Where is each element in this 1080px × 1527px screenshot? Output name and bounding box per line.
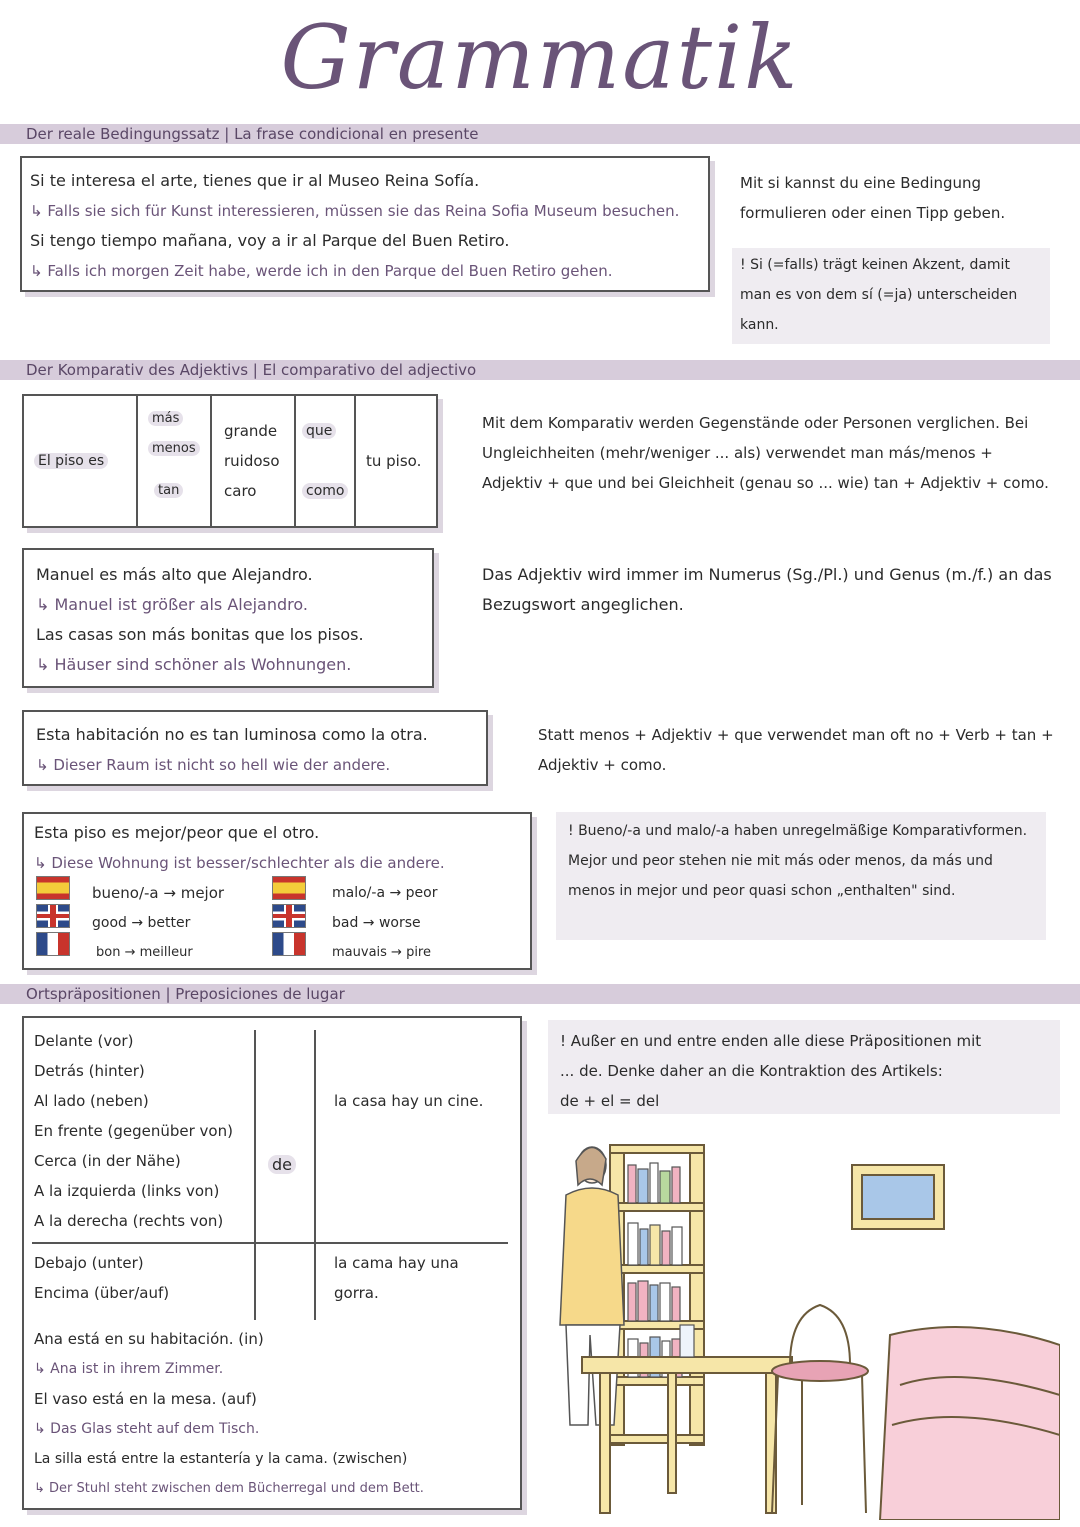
spain-flag-icon [272,876,306,900]
preposition-item: Al lado (neben) [34,1092,149,1110]
preposition-result: la casa hay un cine. [334,1092,484,1110]
comparative-table [22,394,438,528]
preposition-result: gorra. [334,1284,379,1302]
translation-line: ↳ Falls ich morgen Zeit habe, werde ich in den Parque del Buen Retiro gehen. [30,262,613,280]
section-heading-comparative: Der Komparativ des Adjektivs | El comparativo del adjectivo [0,360,1080,380]
translation-line: ↳ Der Stuhl steht zwischen dem Bücherregal und dem Bett. [34,1481,424,1496]
preposition-item: A la izquierda (links von) [34,1182,220,1200]
example-line: Esta habitación no es tan luminosa como la otra. [36,725,428,744]
section-heading-conditional: Der reale Bedingungssatz | La frase condicional en presente [0,124,1080,144]
example-line: La silla está entre la estantería y la cama. (zwischen) [34,1451,408,1467]
table-adjective: ruidoso [224,452,280,470]
spain-flag-icon [36,876,70,900]
section-heading-prepositions: Ortspräpositionen | Preposiciones de lugar [0,984,1080,1004]
translation-line: ↳ Das Glas steht auf dem Tisch. [34,1421,260,1437]
contraction-note: ! Außer en und entre enden alle diese Präpositionen mit ... de. Denke daher an die Kontraktion des Artikels: de + el = del [548,1020,1060,1114]
uk-flag-icon [272,904,306,928]
bed [880,1327,1060,1520]
table-connector: que [302,423,336,439]
irregular-form: bad → worse [332,915,421,931]
france-flag-icon [272,932,306,956]
prepositions-box [22,1016,522,1510]
preposition-item: Delante (vor) [34,1032,134,1050]
chair [772,1305,868,1513]
table-comparator: más [148,411,183,426]
table-comparator: tan [154,483,183,498]
room-illustration [540,1125,1060,1520]
irregular-comparative-box [22,812,532,970]
table-adjective: caro [224,482,257,500]
example-line: Las casas son más bonitas que los pisos. [36,625,364,644]
irregular-form: malo/-a → peor [332,885,438,901]
example-line: El vaso está en la mesa. (auf) [34,1390,257,1408]
preposition-item: A la derecha (rechts von) [34,1212,224,1230]
note-accent: ! Si (=falls) trägt keinen Akzent, damit man es von dem sí (=ja) unterscheiden kann. [732,248,1050,344]
translation-line: ↳ Häuser sind schöner als Wohnungen. [36,655,352,674]
translation-line: ↳ Ana ist in ihrem Zimmer. [34,1361,224,1377]
table-connector: como [302,483,348,499]
de-label: de [268,1155,296,1174]
translation-line: ↳ Dieser Raum ist nicht so hell wie der andere. [36,756,391,774]
no-tan-note: Statt menos + Adjektiv + que verwendet man oft no + Verb + tan + Adjektiv + como. [538,726,1054,774]
preposition-item: En frente (gegenüber von) [34,1122,233,1140]
irregular-form: bueno/-a → mejor [92,884,225,902]
irregular-note: ! Bueno/-a und malo/-a haben unregelmäßige Komparativformen. Mejor und peor stehen nie mit más oder menos, da más und menos in mejor und peor quasi schon „enthalten" sind. [556,812,1046,940]
example-line: Manuel es más alto que Alejandro. [36,565,313,584]
preposition-result: la cama hay una [334,1254,459,1272]
wall-picture [852,1165,944,1229]
preposition-item: Encima (über/auf) [34,1284,170,1302]
preposition-item: Debajo (unter) [34,1254,144,1272]
example-line: Esta piso es mejor/peor que el otro. [34,823,320,842]
table-adjective: grande [224,422,278,440]
adjective-agreement-note: Das Adjektiv wird immer im Numerus (Sg./Pl.) und Genus (m./f.) an das Bezugswort angeglichen. [482,565,1052,614]
example-line: Si te interesa el arte, tienes que ir al Museo Reina Sofía. [30,171,480,190]
irregular-form: bon → meilleur [96,945,193,960]
preposition-item: Cerca (in der Nähe) [34,1152,181,1170]
translation-line: ↳ Manuel ist größer als Alejandro. [36,595,308,614]
preposition-item: Detrás (hinter) [34,1062,145,1080]
comparative-examples-box [22,548,434,688]
conditional-examples-box [20,156,710,292]
table-object: tu piso. [366,452,422,470]
glass-icon [680,1325,694,1357]
example-line: Ana está en su habitación. (in) [34,1330,264,1348]
table-comparator: menos [148,441,200,456]
translation-line: ↳ Falls sie sich für Kunst interessieren, müssen sie das Reina Sofia Museum besuchen. [30,202,680,220]
comparative-explanation: Mit dem Komparativ werden Gegenstände oder Personen verglichen. Bei Ungleichheiten (mehr/weniger ... als) verwendet man más/menos + Adjektiv + que und bei Gleichheit (genau so ... wie) tan + Adjektiv + como. [482,414,1049,492]
page-title: Grammatik [280,6,800,109]
france-flag-icon [36,932,70,956]
table-subject: El piso es [34,453,108,469]
irregular-form: mauvais → pire [332,945,431,960]
uk-flag-icon [36,904,70,928]
irregular-form: good → better [92,915,191,931]
note-condition: Mit si kannst du eine Bedingung formulieren oder einen Tipp geben. [740,174,1006,222]
example-line: Si tengo tiempo mañana, voy a ir al Parque del Buen Retiro. [30,231,510,250]
translation-line: ↳ Diese Wohnung ist besser/schlechter als die andere. [34,854,445,872]
tan-como-example-box [22,710,488,786]
